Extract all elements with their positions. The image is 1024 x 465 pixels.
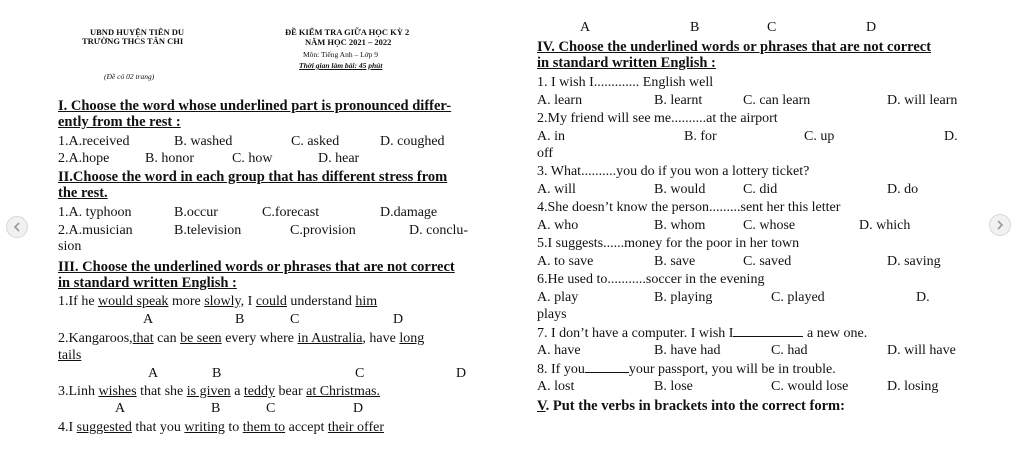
s2-q2-option-b[interactable]: B.television (174, 223, 242, 238)
section-1-title: I. Choose the word whose underlined part is pronounced differ- (58, 98, 452, 114)
s4-question-8: 8. If you your passport, you will be in trouble. (537, 362, 836, 377)
section-3-title-cont: in standard written English : (58, 275, 237, 291)
s3-q3-letter-a: A (115, 401, 126, 416)
s4-question-3: 3. What..........you do if you won a lottery ticket? (537, 164, 810, 179)
s4-question-4: 4.She doesn’t know the person.........sent her this letter (537, 200, 841, 215)
s3-q2-underline-d[interactable]: long (399, 331, 425, 346)
s3-q3-underline-b[interactable]: is given (186, 384, 231, 399)
section-3-title: III. Choose the underlined words or phrases that are not correct (58, 259, 455, 275)
s3-q1-letter-c: C (290, 312, 300, 327)
s3-q1-letter-d: D (393, 312, 404, 327)
s3-q3-letter-c: C (266, 401, 276, 416)
s2-q1-option-a[interactable]: 1.A. typhoon (58, 205, 132, 220)
s3-q3-letter-b: B (211, 401, 221, 416)
s3-question-2: 2.Kangaroos,that can be seen every where in Australia, have long (58, 331, 425, 346)
top-letter-a: A (580, 20, 591, 35)
s4-q7-option-c[interactable]: C. had (771, 343, 808, 358)
s4-question-6: 6.He used to...........soccer in the evening (537, 272, 765, 287)
s3-q2-underline-a[interactable]: that (132, 331, 154, 346)
s3-q2-cont: tails (58, 348, 82, 363)
s2-q1-option-d[interactable]: D.damage (380, 205, 438, 220)
s3-q1-letter-a: A (143, 312, 154, 327)
s4-q7-option-a[interactable]: A. have (537, 343, 581, 358)
s1-q1-option-c[interactable]: C. asked (291, 134, 340, 149)
s4-question-7: 7. I don’t have a computer. I wish I a new one. (537, 326, 868, 341)
s4-q1-option-b[interactable]: B. learnt (654, 93, 703, 108)
top-letter-d: D (866, 20, 877, 35)
s4-q3-option-d[interactable]: D. do (887, 182, 919, 197)
s4-q4-option-a[interactable]: A. who (537, 218, 579, 233)
next-page-button[interactable] (989, 214, 1011, 236)
s4-q5-option-a[interactable]: A. to save (537, 254, 594, 269)
answer-blank[interactable] (585, 361, 629, 373)
s4-q2-option-d[interactable]: D. (944, 129, 958, 144)
s4-q8-option-d[interactable]: D. losing (887, 379, 939, 394)
s4-q4-option-d[interactable]: D. which (859, 218, 911, 233)
chevron-right-icon (995, 220, 1005, 230)
exam-title: ĐỀ KIỂM TRA GIỮA HỌC KỲ 2 (285, 27, 410, 37)
s2-q1-option-c[interactable]: C.forecast (262, 205, 320, 220)
school-year: NĂM HỌC 2021 – 2022 (305, 37, 392, 47)
time-limit: Thời gian làm bài: 45 phút (299, 61, 383, 70)
chevron-left-icon (12, 222, 22, 232)
s2-q1-option-b[interactable]: B.occur (174, 205, 218, 220)
s1-q1-option-b[interactable]: B. washed (174, 134, 233, 149)
s3-question-1: 1.If he would speak more slowly, I could understand him (58, 294, 378, 309)
s3-q3-underline-d[interactable]: at Christmas. (306, 384, 380, 399)
s4-q4-option-b[interactable]: B. whom (654, 218, 706, 233)
s1-q2-option-a[interactable]: 2.A.hope (58, 151, 110, 166)
s3-q2-underline-b[interactable]: be seen (180, 331, 222, 346)
section-2-title-cont: the rest. (58, 185, 108, 201)
s3-q2-letter-c: C (355, 366, 365, 381)
school-name: TRƯỜNG THCS TÂN CHI (82, 36, 184, 46)
s4-q6-option-d[interactable]: D. (916, 290, 930, 305)
s2-q2-option-a[interactable]: 2.A.musician (58, 223, 133, 238)
section-4-title: IV. Choose the underlined words or phrases that are not correct (537, 39, 932, 55)
s3-question-3: 3.Linh wishes that she is given a teddy bear at Christmas. (58, 384, 380, 399)
s3-q2-letter-a: A (148, 366, 159, 381)
section-2-title: II.Choose the word in each group that has different stress from (58, 169, 448, 185)
answer-blank[interactable] (733, 325, 803, 337)
s3-q2-underline-c[interactable]: in Australia (297, 331, 363, 346)
s3-q2-letter-b: B (212, 366, 222, 381)
pages-note: (Đề có 02 trang) (104, 72, 155, 81)
s3-q4-underline-a[interactable]: suggested (76, 420, 132, 435)
s4-question-2: 2.My friend will see me..........at the airport (537, 111, 778, 126)
s4-q2-option-b[interactable]: B. for (684, 129, 717, 144)
s3-q3-underline-c[interactable]: teddy (243, 384, 276, 399)
s4-q3-option-c[interactable]: C. did (743, 182, 778, 197)
s3-q2-letter-d: D (456, 366, 467, 381)
s3-q4-underline-b[interactable]: writing (184, 420, 225, 435)
s3-q1-letter-b: B (235, 312, 245, 327)
prev-page-button[interactable] (6, 216, 28, 238)
s4-q7-option-b[interactable]: B. have had (654, 343, 721, 358)
s3-q4-underline-d[interactable]: their offer (327, 420, 384, 435)
s3-q1-underline-d[interactable]: him (355, 294, 378, 309)
s4-q6-option-c[interactable]: C. played (771, 290, 825, 305)
top-letter-b: B (690, 20, 700, 35)
s4-q8-option-b[interactable]: B. lose (654, 379, 693, 394)
s4-q3-option-a[interactable]: A. will (537, 182, 576, 197)
s2-q2-option-d-cont: sion (58, 239, 82, 254)
s3-q1-underline-c[interactable]: could (255, 294, 287, 309)
section-4-title-cont: in standard written English : (537, 55, 716, 71)
s3-q3-underline-a[interactable]: wishes (98, 384, 137, 399)
subject: Môn: Tiếng Anh – Lớp 9 (303, 50, 379, 59)
s4-q4-option-c[interactable]: C. whose (743, 218, 796, 233)
s4-question-1: 1. I wish I............. English well (537, 75, 714, 90)
s3-q4-underline-c[interactable]: them to (242, 420, 286, 435)
s2-q2-option-d[interactable]: D. conclu- (409, 223, 469, 238)
s4-q1-option-d[interactable]: D. will learn (887, 93, 958, 108)
s3-q1-underline-a[interactable]: would speak (98, 294, 169, 309)
section-5-title: V. Put the verbs in brackets into the correct form: (537, 398, 845, 414)
s4-q8-option-c[interactable]: C. would lose (771, 379, 849, 394)
s4-q2-option-a[interactable]: A. in (537, 129, 565, 144)
s1-q2-option-b[interactable]: B. honor (145, 151, 194, 166)
s4-q8-option-a[interactable]: A. lost (537, 379, 575, 394)
s4-q3-option-b[interactable]: B. would (654, 182, 706, 197)
s4-q6-option-d-cont: plays (537, 307, 567, 322)
s2-q2-option-c[interactable]: C.provision (290, 223, 356, 238)
s3-q3-letter-d: D (353, 401, 364, 416)
school-district: UBND HUYỆN TIÊN DU (90, 27, 185, 37)
s1-q1-option-a[interactable]: 1.A.received (58, 134, 130, 149)
s4-q6-option-b[interactable]: B. playing (654, 290, 713, 305)
s4-q2-option-c[interactable]: C. up (804, 129, 835, 144)
s1-q2-option-d[interactable]: D. hear (318, 151, 360, 166)
s4-q2-option-d-cont: off (537, 146, 554, 161)
s4-q5-option-d[interactable]: D. saving (887, 254, 941, 269)
s4-question-5: 5.I suggests......money for the poor in her town (537, 236, 800, 251)
top-letter-c: C (767, 20, 777, 35)
s4-q5-option-c[interactable]: C. saved (743, 254, 792, 269)
s3-q1-underline-b[interactable]: slowly, (204, 294, 245, 309)
s3-question-4: 4.I suggested that you writing to them to accept their offer (58, 420, 384, 435)
s4-q1-option-a[interactable]: A. learn (537, 93, 583, 108)
s4-q5-option-b[interactable]: B. save (654, 254, 696, 269)
section-1-title-cont: ently from the rest : (58, 114, 181, 130)
s1-q2-option-c[interactable]: C. how (232, 151, 273, 166)
s1-q1-option-d[interactable]: D. coughed (380, 134, 445, 149)
s4-q1-option-c[interactable]: C. can learn (743, 93, 811, 108)
s4-q7-option-d[interactable]: D. will have (887, 343, 956, 358)
s4-q6-option-a[interactable]: A. play (537, 290, 579, 305)
